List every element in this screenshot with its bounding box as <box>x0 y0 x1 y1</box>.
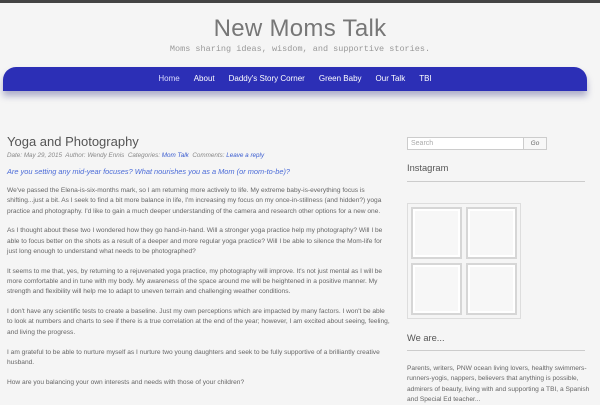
instagram-photo[interactable] <box>466 263 517 315</box>
search-input[interactable]: Search <box>407 137 524 150</box>
post-paragraph: I don't have any scientific tests to create a baseline. Just my own perceptions which are impacted by many factors. I won't be able to look at numbers and charts to see if there is a true correlation at the end of the year; however, I am excited about seeing, feeling, and living the progress. <box>7 308 390 336</box>
post-paragraph: I am grateful to be able to nurture myself as I nurture two young daughters and seek to be fully supportive of a brilliantly creative husband. <box>7 348 380 366</box>
main-navigation <box>3 67 587 91</box>
post-paragraph: As I thought about these two I wondered how they go hand-in-hand. Will a stronger yoga practice help my photography? Will I be able to focus better on the shots as a result of a deeper and more regular yoga practice? Will I be able to silence the Mom-life for just long enough to understand what needs to be photographed? <box>7 227 383 255</box>
site-tagline: Moms sharing ideas, wisdom, and supportive stories. <box>169 44 431 54</box>
nav-item-tbi[interactable]: TBI <box>419 74 432 83</box>
instagram-photo[interactable] <box>466 207 517 259</box>
post-paragraph: It seems to me that, yes, by returning to a rejuvenated yoga practice, my photography will improve. It's not just mental as I will be more comfortable and in tune with my body. My awareness of the space around me will be heightened in a positive manner. My strength and flexibility will help me to adapt to uneven terrain and challenging weather conditions. <box>7 267 383 296</box>
post-paragraph: We've passed the Elena-is-six-months mark, so I am returning more actively to life. My extreme baby-is-everything focus is shifting...just a bit. As I seek to find a bit more balance in life, I'm increasing my focus on my once-in-stillness (and hidden?) yoga practice and photography. I'd like to gain a much deeper understanding of the camera and research other options for a new one. <box>7 187 382 215</box>
nav-item-our-talk[interactable]: Our Talk <box>375 74 406 83</box>
post-meta <box>7 152 264 159</box>
category-link[interactable]: Mom Talk <box>161 152 189 159</box>
instagram-divider <box>407 181 585 182</box>
instagram-widget-title: Instagram <box>407 163 449 173</box>
about-text: Parents, writers, PNW ocean living lovers, healthy swimmers-runners-yogis, nappers, believers that anything is possible, admirers of beauty, living with and supporting a TBI, a Spanish and Special Ed teacher... <box>407 365 590 403</box>
instagram-photo[interactable] <box>411 263 462 315</box>
date-label: Date: <box>7 152 23 159</box>
search-go-button[interactable]: Go <box>523 137 547 150</box>
site-title[interactable]: New Moms Talk <box>213 15 387 42</box>
leave-reply-link[interactable]: Leave a reply <box>226 152 265 159</box>
top-border <box>0 0 600 3</box>
nav-item-home[interactable]: Home <box>158 74 180 83</box>
post-date: May 29, 2015 <box>23 152 62 159</box>
post-author: Wendy Ennis <box>87 152 125 159</box>
nav-item-daddys-story-corner[interactable]: Daddy's Story Corner <box>228 74 305 83</box>
nav-item-green-baby[interactable]: Green Baby <box>318 74 362 83</box>
about-divider <box>407 350 585 351</box>
post-body <box>7 186 392 397</box>
nav-item-about[interactable]: About <box>193 74 215 83</box>
post-paragraph: How are you balancing your own interests and needs with those of your children? <box>7 378 245 386</box>
instagram-gallery <box>407 203 521 319</box>
about-widget-title: We are... <box>407 333 445 343</box>
post-title[interactable]: Yoga and Photography <box>7 134 139 149</box>
categories-label: Categories: <box>127 152 161 159</box>
instagram-photo[interactable] <box>411 207 462 259</box>
author-label: Author: <box>65 152 86 159</box>
post-intro: Are you setting any mid-year focuses? What nourishes you as a Mom (or mom-to-be)? <box>7 167 291 176</box>
comments-label: Comments: <box>192 152 225 159</box>
